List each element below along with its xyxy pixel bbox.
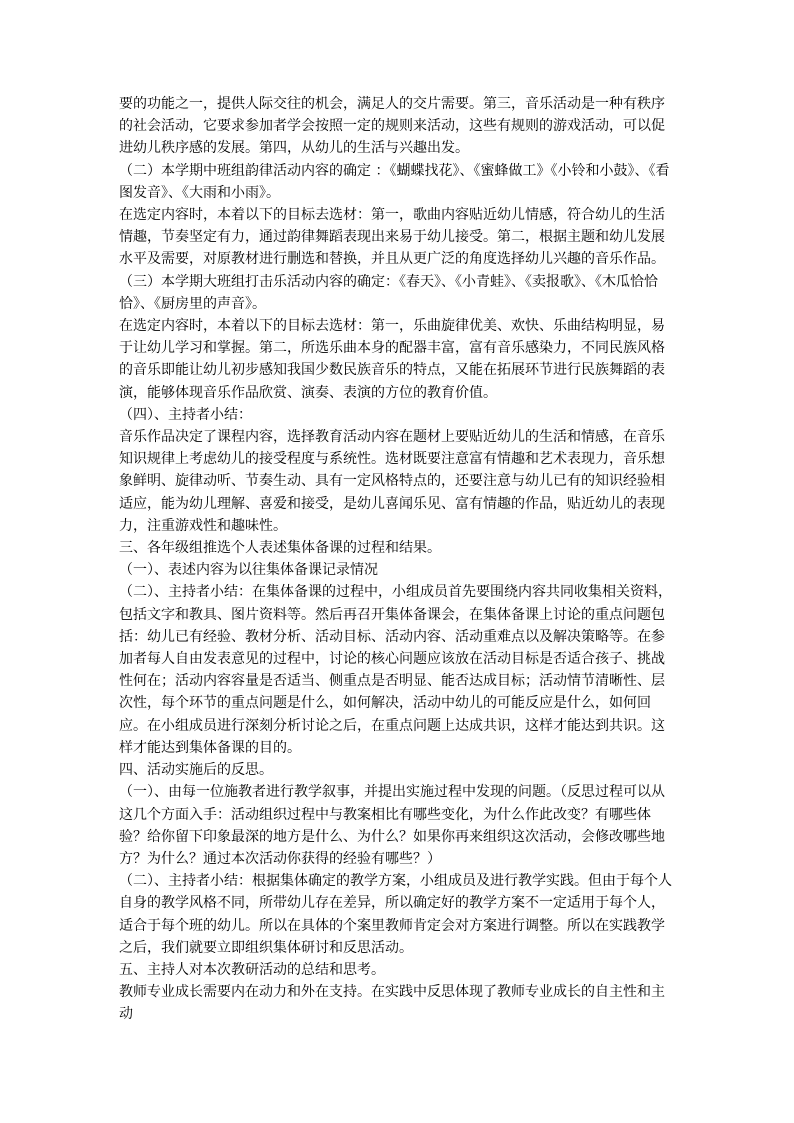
paragraph-function-of-music: 要的功能之一，提供人际交往的机会，满足人的交片需要。第三，音乐活动是一种有秩序的社会活动，它要求参加者学会按照一定的规则来活动，这些有规则的游戏活动，可以促进幼儿秩序感的发展。第四，从幼儿的生活与兴趣出发。 — [119, 96, 665, 157]
paragraph-3-2-host-summary: （二）、主持者小结：在集体备课的过程中，小组成员首先要围绕内容共同收集相关资料，包括文字和教具、图片资料等。然后再召开集体备课会，在集体备课上讨论的重点问题包括：幼儿已有经验、教材分析、活动目标、活动内容、活动重难点以及解决策略等。在参加者每人自由发表意见的过程中，讨论的核心问题应该放在活动目标是否适合孩子、挑战性何在；活动内容容量是否适当、侧重点是否明显、能否达成目标；活动情节清晰性、层次性，每个环节的重点问题是什么，如何解决，活动中幼儿的可能反应是什么，如何回应。在小组成员进行深刻分析讨论之后，在重点问题上达成共识，这样才能达到共识。这样才能达到集体备课的目的。 — [119, 584, 672, 756]
subheading-3-1: （一）、表述内容为以往集体备课记录情况 — [119, 562, 378, 579]
heading-host-summary-4: （四）、主持者小结： — [119, 406, 252, 423]
paragraph-senior-class-criteria: 在选定内容时，本着以下的目标去选材：第一，乐曲旋律优美、欢快、乐曲结构明显，易于让幼儿学习和掌握。第二，所选乐曲本身的配器丰富，富有音乐感染力，不同民族风格的音乐即能让幼儿初步感知我国少数民族音乐的特点，又能在拓展环节进行民族舞蹈的表演，能够体现音乐作品欣赏、演奏、表演的方位的教育价值。 — [119, 318, 665, 401]
heading-senior-class-percussion: （三）本学期大班组打击乐活动内容的确定：《春天》、《小青蛙》、《卖报歌》、《木瓜恰恰恰》、《厨房里的声音》。 — [119, 273, 658, 312]
document-body — [119, 93, 677, 1026]
section-heading-3: 三、各年级组推选个人表述集体备课的过程和结果。 — [119, 540, 441, 557]
paragraph-4-2-host-summary: （二）、主持者小结：根据集体确定的教学方案，小组成员及进行教学实践。但由于每个人自身的教学风格不同，所带幼儿存在差异，所以确定好的教学方案不一定适用于每个人，适合于每个班的幼儿。所以在具体的个案里教师肯定会对方案进行调整。所以在实践教学之后，我们就要立即组织集体研讨和反思活动。 — [119, 873, 672, 956]
heading-middle-class-rhythm: （二）本学期中班组韵律活动内容的确定 ：《蝴蝶找花》、《蜜蜂做工》《小铃和小鼓》、《看图发音》、《大雨和小雨》。 — [119, 162, 670, 201]
paragraph-middle-class-criteria: 在选定内容时，本着以下的目标去选材：第一，歌曲内容贴近幼儿情感，符合幼儿的生活情趣，节奏坚定有力，通过韵律舞蹈表现出来易于幼儿接受。第二，根据主题和幼儿发展水平及需要，对原教材进行删选和替换，并且从更广泛的角度选择幼儿兴趣的音乐作品。 — [119, 207, 665, 268]
section-heading-5: 五、主持人对本次教研活动的总结和思考。 — [119, 961, 385, 978]
paragraph-5-conclusion: 教师专业成长需要内在动力和外在支持。在实践中反思体现了教师专业成长的自主性和主动 — [119, 984, 665, 1023]
section-heading-4: 四、活动实施后的反思。 — [119, 762, 273, 779]
paragraph-host-summary-4: 音乐作品决定了课程内容，选择教育活动内容在题材上要贴近幼儿的生活和情感，在音乐知识规律上考虑幼儿的接受程度与系统性。选材既要注意富有情趣和艺术表现力，音乐想象鲜明、旋律动听、节奏生动、具有一定风格特点的，还要注意与幼儿已有的知识经验相适应，能为幼儿理解、喜爱和接受，是幼儿喜闻乐见、富有情趣的作品，贴近幼儿的表现力，注重游戏性和趣味性。 — [119, 429, 665, 534]
paragraph-4-1-reflection: （一）、由每一位施教者进行教学叙事，并提出实施过程中发现的问题。（反思过程可以从这几个方面入手：活动组织过程中与教案相比有哪些变化，为什么作此改变？有哪些体验？给你留下印象最深的地方是什么、为什么？如果你再来组织这次活动，会修改哪些地方？为什么？通过本次活动你获得的经验有哪些？） — [119, 784, 665, 867]
